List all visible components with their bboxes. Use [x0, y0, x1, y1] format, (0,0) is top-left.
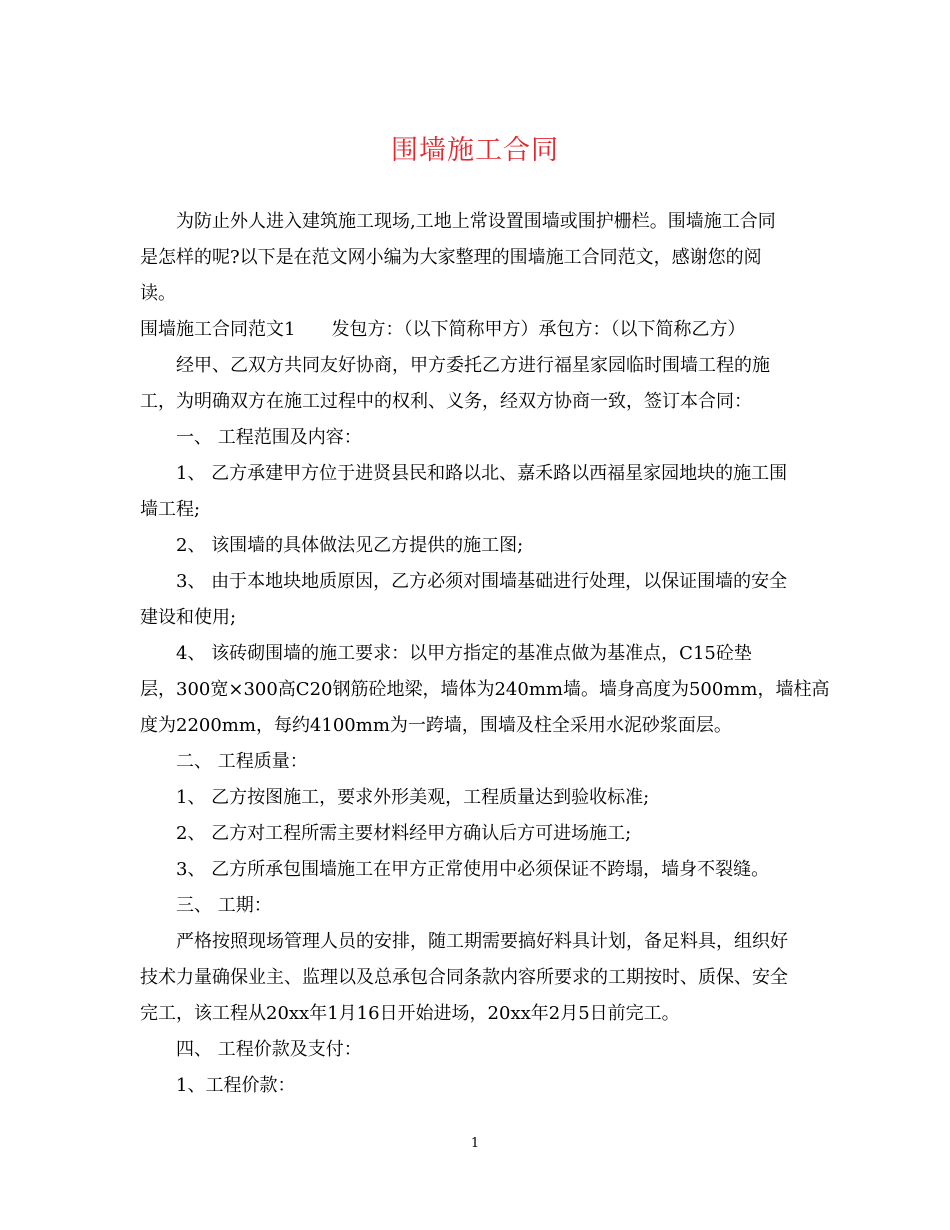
paragraph: [140, 888, 812, 924]
paragraph-line: 建设和使用;: [140, 607, 237, 628]
paragraph-line: 2、 乙方对工程所需主要材料经甲方确认后方可进场施工;: [176, 823, 632, 844]
document-body: [140, 204, 830, 1104]
paragraph-line: 三、 工期：: [176, 895, 272, 916]
paragraph: [140, 636, 830, 744]
paragraph: [140, 456, 812, 528]
paragraph: [140, 420, 812, 456]
paragraph-line: 工，为明确双方在施工过程中的权利、义务，经双方协商一致，签订本合同：: [140, 391, 752, 412]
paragraph: [140, 204, 812, 312]
paragraph-line: 严格按照现场管理人员的安排，随工期需要搞好料具计划，备足料具，组织好: [176, 931, 788, 952]
paragraph-line: 1、 乙方按图施工，要求外形美观，工程质量达到验收标准;: [176, 787, 650, 808]
paragraph-line: 读。: [140, 283, 176, 304]
paragraph: [140, 1032, 812, 1068]
page-number: 1: [470, 1136, 480, 1151]
paragraph-line: 经甲、乙双方共同友好协商，甲方委托乙方进行福星家园临时围墙工程的施: [176, 355, 770, 376]
paragraph: [140, 852, 812, 888]
paragraph: [140, 744, 812, 780]
paragraph-line: 围墙施工合同范文1 发包方：（以下简称甲方）承包方：（以下简称乙方）: [140, 319, 746, 340]
paragraph: [140, 924, 812, 1032]
paragraph: [140, 312, 812, 348]
paragraph-line: 完工，该工程从20xx年1月16日开始进场，20xx年2月5日前完工。: [140, 1003, 680, 1024]
paragraph-line: 层，300宽×300高C20钢筋砼地梁，墙体为240mm墙。墙身高度为500mm，墙柱高: [140, 679, 830, 700]
paragraph-line: 1、工程价款：: [176, 1075, 296, 1096]
paragraph-line: 是怎样的呢?以下是在范文网小编为大家整理的围墙施工合同范文，感谢您的阅: [140, 247, 762, 268]
paragraph-line: 2、 该围墙的具体做法见乙方提供的施工图;: [176, 535, 524, 556]
paragraph-line: 为防止外人进入建筑施工现场,工地上常设置围墙或围护栅栏。围墙施工合同: [176, 211, 776, 232]
paragraph-line: 二、 工程质量：: [176, 751, 308, 772]
paragraph-line: 1、 乙方承建甲方位于进贤县民和路以北、嘉禾路以西福星家园地块的施工围: [176, 463, 788, 484]
paragraph-line: 3、 由于本地块地质原因，乙方必须对围墙基础进行处理，以保证围墙的安全: [176, 571, 788, 592]
paragraph-line: 四、 工程价款及支付：: [176, 1039, 362, 1060]
document-title: 围墙施工合同: [391, 135, 559, 166]
paragraph-line: 度为2200mm，每约4100mm为一跨墙，围墙及柱全采用水泥砂浆面层。: [140, 715, 732, 736]
paragraph: [140, 348, 812, 420]
paragraph: [140, 528, 812, 564]
paragraph: [140, 564, 812, 636]
paragraph: [140, 780, 812, 816]
paragraph-line: 一、 工程范围及内容：: [176, 427, 362, 448]
paragraph-line: 3、 乙方所承包围墙施工在甲方正常使用中必须保证不跨塌，墙身不裂缝。: [176, 859, 770, 880]
paragraph: [140, 816, 812, 852]
paragraph-line: 4、 该砖砌围墙的施工要求：以甲方指定的基准点做为基准点，C15砼垫: [176, 643, 752, 664]
paragraph: [140, 1068, 812, 1104]
paragraph-line: 墙工程;: [140, 499, 201, 520]
paragraph-line: 技术力量确保业主、监理以及总承包合同条款内容所要求的工期按时、质保、安全: [140, 967, 788, 988]
